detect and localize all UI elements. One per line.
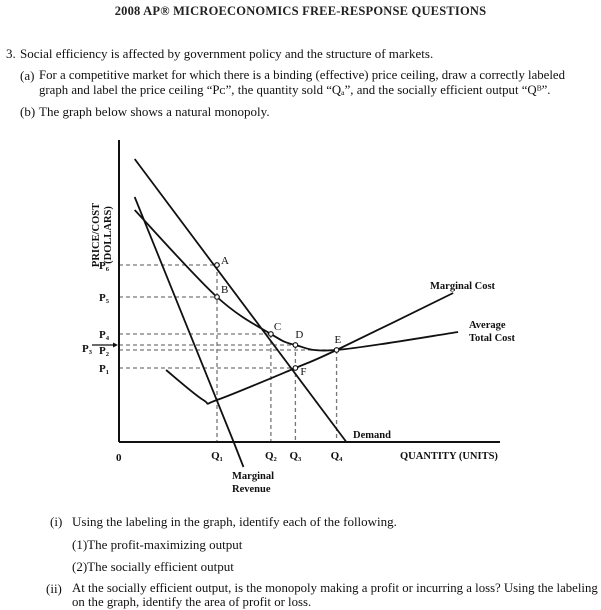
y-tick-label: P₆ [99, 260, 110, 272]
y-tick-label: P₄ [99, 329, 110, 341]
y-axis-label: PRICE/COST(DOLLARS) [91, 202, 114, 268]
x-tick-label: Q₃ [289, 450, 302, 462]
y-tick-label: P₅ [99, 292, 110, 304]
sub-ii-line1: At the socially efficient output, is the monopoly making a profit or incurring a loss? Using the labeling [72, 581, 598, 595]
mr-label-2: Revenue [232, 484, 271, 495]
point-A [215, 263, 220, 268]
chart-labels [82, 203, 515, 495]
point-label-B: B [221, 284, 229, 296]
marginal-revenue-curve [135, 197, 244, 467]
point-D [293, 343, 298, 348]
point-label-E: E [334, 334, 342, 346]
part-a-line1: For a competitive market for which there is a binding (effective) price ceiling, draw a correctly labeled [39, 68, 565, 82]
sub-i-item-1: (1)The profit-maximizing output [72, 537, 243, 552]
x-tick-label: Q₁ [211, 450, 223, 462]
sub-ii-line2: on the graph, identify the area of profit or loss. [72, 595, 312, 609]
point-label-A: A [221, 255, 229, 267]
point-label-C: C [273, 321, 282, 333]
sub-i-text: Using the labeling in the graph, identify each of the following. [72, 514, 397, 529]
y-tick-label: P₁ [99, 363, 110, 375]
y-tick-label: P₂ [99, 345, 110, 357]
page-header: 2008 AP® MICROECONOMICS FREE-RESPONSE QUESTIONS [114, 4, 487, 18]
demand-label: Demand [353, 430, 391, 441]
sub-i-item-2: (2)The socially efficient output [72, 559, 234, 574]
question-number: 3. [6, 46, 16, 61]
point-C [269, 332, 274, 337]
question-intro: Social efficiency is affected by government policy and the structure of markets. [20, 46, 434, 61]
part-b-text: The graph below shows a natural monopoly. [39, 104, 270, 119]
y-tick-label: P₃ [82, 343, 93, 355]
sub-i-label: (i) [50, 514, 63, 529]
point-E [334, 348, 339, 353]
part-a-label: (a) [20, 68, 35, 83]
mr-label-1: Marginal [232, 471, 274, 482]
point-B [215, 295, 220, 300]
part-b-label: (b) [20, 104, 36, 119]
part-a-line2: graph and label the price ceiling “Pᴄ”, the quantity sold “Qₐ”, and the socially efficient output “Qᴮ”. [39, 83, 551, 97]
origin-label: 0 [116, 452, 122, 464]
atc-label-2: Total Cost [469, 333, 515, 344]
x-tick-label: Q₂ [264, 450, 277, 462]
demand-curve [135, 159, 347, 442]
point-F [293, 366, 298, 371]
atc-label-1: Average [469, 320, 506, 331]
point-label-F: F [300, 366, 307, 378]
curves [135, 159, 458, 467]
point-label-D: D [295, 329, 304, 341]
p3-arrow-head [113, 343, 118, 348]
x-axis-label: QUANTITY (UNITS) [400, 451, 498, 462]
mc-label: Marginal Cost [430, 281, 496, 292]
x-tick-label: Q₄ [330, 450, 343, 462]
sub-ii-label: (ii) [46, 581, 62, 596]
